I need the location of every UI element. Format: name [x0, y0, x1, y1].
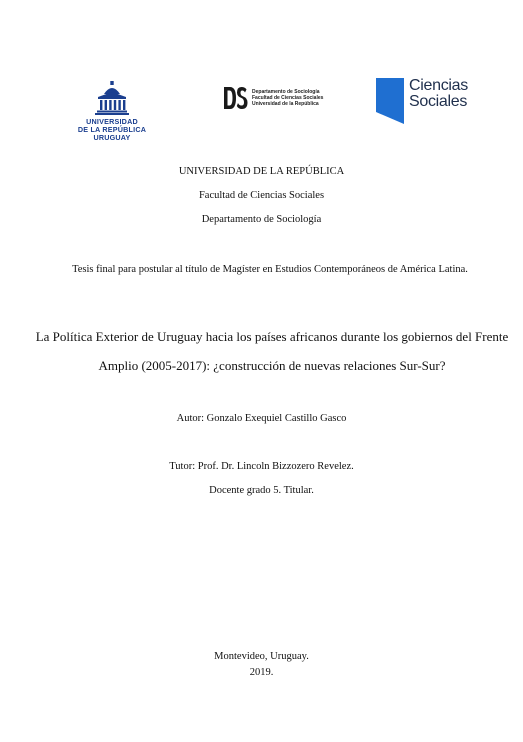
udelar-line: DE LA REPÚBLICA	[77, 125, 147, 134]
department-name: Departamento de Sociología	[201, 214, 322, 225]
author-line: Autor: Gonzalo Exequiel Castillo Gasco	[176, 413, 347, 424]
ds-line: Facultad de Ciencias Sociales	[252, 95, 324, 101]
cs-logo-text	[409, 78, 468, 109]
ciencias-sociales-logo	[376, 78, 476, 124]
university-building-icon	[95, 80, 129, 116]
thesis-note: Tesis final para postular al título de Magíster en Estudios Contemporáneos de América Latina.	[72, 264, 468, 275]
udelar-logo-text	[74, 118, 150, 142]
sociology-department-logo	[224, 86, 334, 110]
place-line: Montevideo, Uruguay.	[214, 651, 309, 662]
year-line: 2019.	[249, 667, 274, 678]
ciencias-sociales-mark-icon	[376, 78, 404, 124]
thesis-title: La Política Exterior de Uruguay hacia los países africanos durante los gobiernos del Frente Amplio (2005-2017): ¿construcción de nuevas relaciones Sur-Sur?	[35, 329, 509, 373]
tutor-line: Tutor: Prof. Dr. Lincoln Bizzozero Revelez.	[169, 461, 354, 472]
university-name: UNIVERSIDAD DE LA REPÚBLICA	[178, 166, 345, 177]
cs-line: Ciencias	[409, 77, 468, 94]
udelar-line: URUGUAY	[93, 133, 131, 142]
tutor-grade-line: Docente grado 5. Titular.	[209, 485, 314, 496]
ds-monogram-icon	[224, 87, 248, 109]
udelar-logo	[74, 80, 150, 146]
faculty-name: Facultad de Ciencias Sociales	[198, 190, 325, 201]
ds-line: Universidad de la República	[252, 101, 319, 107]
ds-logo-text	[252, 89, 323, 107]
ds-line: Departamento de Sociología	[252, 89, 320, 95]
udelar-line: UNIVERSIDAD	[86, 117, 138, 126]
cs-line: Sociales	[409, 92, 468, 110]
